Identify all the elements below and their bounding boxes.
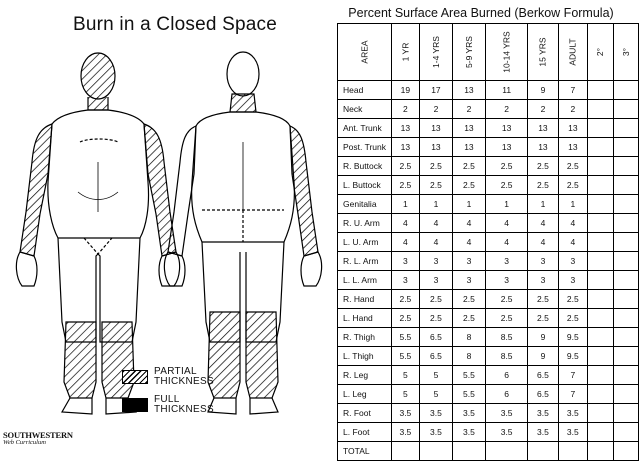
column-header (613, 24, 638, 81)
value-cell: 3 (528, 271, 558, 290)
degree-entry-cell[interactable] (613, 138, 638, 157)
degree-entry-cell[interactable] (613, 157, 638, 176)
value-cell: 4 (391, 233, 419, 252)
table-row (338, 233, 639, 252)
value-cell: 7 (558, 81, 588, 100)
area-cell: Neck (338, 100, 392, 119)
degree-entry-cell[interactable] (588, 81, 613, 100)
value-cell: 4 (485, 214, 527, 233)
value-cell: 4 (558, 214, 588, 233)
table-row (338, 423, 639, 442)
value-cell: 8 (452, 328, 485, 347)
column-header (485, 24, 527, 81)
value-cell: 1 (452, 195, 485, 214)
column-header (419, 24, 452, 81)
column-header (391, 24, 419, 81)
value-cell: 8.5 (485, 328, 527, 347)
degree-entry-cell[interactable] (613, 366, 638, 385)
value-cell: 2.5 (391, 176, 419, 195)
degree-entry-cell[interactable] (613, 81, 638, 100)
table-row (338, 328, 639, 347)
degree-entry-cell[interactable] (588, 271, 613, 290)
value-cell: 3 (485, 252, 527, 271)
legend-partial-thickness (122, 366, 214, 388)
value-cell: 3 (452, 252, 485, 271)
table-row (338, 119, 639, 138)
degree-entry-cell[interactable] (613, 442, 638, 461)
value-cell: 13 (391, 138, 419, 157)
degree-entry-cell[interactable] (613, 290, 638, 309)
value-cell: 1 (528, 195, 558, 214)
area-cell: R. L. Arm (338, 252, 392, 271)
value-cell: 5 (391, 366, 419, 385)
table-row (338, 347, 639, 366)
value-cell: 3.5 (419, 404, 452, 423)
degree-entry-cell[interactable] (613, 176, 638, 195)
degree-entry-cell[interactable] (588, 195, 613, 214)
value-cell: 6 (485, 385, 527, 404)
value-cell: 5.5 (452, 366, 485, 385)
value-cell: 2.5 (419, 176, 452, 195)
value-cell: 6.5 (528, 385, 558, 404)
value-cell: 6.5 (419, 328, 452, 347)
table-title: Percent Surface Area Burned (Berkow Formula) (348, 6, 614, 20)
area-cell: L. Thigh (338, 347, 392, 366)
value-cell: 3.5 (528, 423, 558, 442)
area-cell: Ant. Trunk (338, 119, 392, 138)
value-cell: 3 (419, 252, 452, 271)
value-cell: 2 (452, 100, 485, 119)
value-cell: 13 (452, 138, 485, 157)
table-row (338, 366, 639, 385)
degree-entry-cell[interactable] (588, 252, 613, 271)
value-cell: 3.5 (558, 423, 588, 442)
table-row (338, 309, 639, 328)
value-cell: 13 (528, 138, 558, 157)
degree-entry-cell[interactable] (613, 347, 638, 366)
value-cell: 2.5 (558, 157, 588, 176)
table-header-row (338, 24, 639, 81)
value-cell: 5 (419, 385, 452, 404)
legend-full-line1: FULL (154, 394, 180, 405)
value-cell: 2.5 (528, 157, 558, 176)
value-cell: 7 (558, 385, 588, 404)
value-cell: 13 (485, 138, 527, 157)
value-cell: 2 (419, 100, 452, 119)
value-cell: 5 (419, 366, 452, 385)
area-cell: L. U. Arm (338, 233, 392, 252)
value-cell: 4 (391, 214, 419, 233)
value-cell: 2.5 (485, 309, 527, 328)
degree-entry-cell[interactable] (613, 328, 638, 347)
area-cell: R. Foot (338, 404, 392, 423)
legend-full-line2: THICKNESS (154, 404, 214, 415)
value-cell: 9 (528, 347, 558, 366)
degree-entry-cell[interactable] (588, 423, 613, 442)
value-cell: 3.5 (528, 404, 558, 423)
degree-entry-cell[interactable] (613, 214, 638, 233)
area-cell: Post. Trunk (338, 138, 392, 157)
column-header-label: 2° (595, 47, 606, 57)
column-header-label: AREA (359, 40, 370, 64)
logo-line1: SOUTHWESTERN (3, 430, 73, 440)
value-cell: 3.5 (452, 404, 485, 423)
table-row (338, 214, 639, 233)
value-cell: 3 (419, 271, 452, 290)
column-header (588, 24, 613, 81)
value-cell: 8.5 (485, 347, 527, 366)
table-row (338, 100, 639, 119)
value-cell: 13 (419, 138, 452, 157)
table-row (338, 81, 639, 100)
degree-entry-cell[interactable] (613, 233, 638, 252)
legend-full-thickness (122, 394, 214, 416)
value-cell: 7 (558, 366, 588, 385)
column-header-label: 1 YR (400, 42, 411, 62)
value-cell: 3 (485, 271, 527, 290)
value-cell: 2 (485, 100, 527, 119)
degree-entry-cell[interactable] (588, 233, 613, 252)
page-title: Burn in a Closed Space (72, 14, 278, 35)
degree-entry-cell[interactable] (613, 385, 638, 404)
value-cell: 8 (452, 347, 485, 366)
full-thickness-swatch (122, 398, 148, 412)
value-cell: 4 (528, 233, 558, 252)
value-cell: 2.5 (452, 176, 485, 195)
degree-entry-cell[interactable] (613, 423, 638, 442)
column-header-label: ADULT (567, 38, 578, 66)
value-cell: 2.5 (485, 290, 527, 309)
value-cell: 2.5 (485, 176, 527, 195)
degree-entry-cell[interactable] (613, 252, 638, 271)
value-cell: 2.5 (452, 290, 485, 309)
table-row (338, 404, 639, 423)
area-cell: R. Hand (338, 290, 392, 309)
value-cell: 17 (419, 81, 452, 100)
value-cell: 2.5 (528, 176, 558, 195)
table-row (338, 157, 639, 176)
table-row (338, 176, 639, 195)
legend-partial-line2: THICKNESS (154, 376, 214, 387)
value-cell: 2.5 (419, 309, 452, 328)
value-cell: 13 (485, 119, 527, 138)
value-cell: 13 (419, 119, 452, 138)
southwestern-logo (3, 431, 73, 447)
value-cell: 3.5 (485, 423, 527, 442)
value-cell: 2.5 (391, 157, 419, 176)
value-cell: 13 (558, 138, 588, 157)
value-cell (558, 442, 588, 461)
table-row (338, 385, 639, 404)
column-header-label: 1-4 YRS (430, 36, 441, 68)
value-cell: 2.5 (558, 176, 588, 195)
value-cell: 3.5 (419, 423, 452, 442)
degree-entry-cell[interactable] (588, 157, 613, 176)
table-row (338, 138, 639, 157)
value-cell: 5.5 (391, 328, 419, 347)
column-header-label: 10-14 YRS (501, 31, 512, 73)
value-cell: 6.5 (419, 347, 452, 366)
value-cell: 9 (528, 328, 558, 347)
value-cell: 2.5 (558, 309, 588, 328)
column-header (338, 24, 392, 81)
area-cell: R. Thigh (338, 328, 392, 347)
value-cell: 2.5 (391, 290, 419, 309)
degree-entry-cell[interactable] (588, 442, 613, 461)
logo-line2: Web Curriculum (3, 439, 46, 446)
value-cell (485, 442, 527, 461)
area-cell: L. Hand (338, 309, 392, 328)
area-cell: L. Leg (338, 385, 392, 404)
value-cell: 6.5 (528, 366, 558, 385)
value-cell: 1 (485, 195, 527, 214)
table-body (338, 81, 639, 461)
degree-entry-cell[interactable] (588, 385, 613, 404)
value-cell: 2.5 (558, 290, 588, 309)
back-figure (164, 52, 321, 414)
value-cell: 4 (419, 233, 452, 252)
degree-entry-cell[interactable] (588, 404, 613, 423)
value-cell: 1 (391, 195, 419, 214)
value-cell: 3.5 (485, 404, 527, 423)
area-cell: R. U. Arm (338, 214, 392, 233)
value-cell: 5.5 (391, 347, 419, 366)
degree-entry-cell[interactable] (588, 328, 613, 347)
value-cell: 2 (528, 100, 558, 119)
front-figure (16, 53, 179, 414)
area-cell: Genitalia (338, 195, 392, 214)
value-cell: 13 (528, 119, 558, 138)
value-cell (391, 442, 419, 461)
value-cell: 3 (452, 271, 485, 290)
value-cell: 5.5 (452, 385, 485, 404)
area-cell: R. Buttock (338, 157, 392, 176)
value-cell: 9 (528, 81, 558, 100)
degree-entry-cell[interactable] (613, 195, 638, 214)
degree-entry-cell[interactable] (588, 119, 613, 138)
degree-entry-cell[interactable] (588, 214, 613, 233)
value-cell: 13 (558, 119, 588, 138)
area-cell: TOTAL (338, 442, 392, 461)
value-cell: 3 (391, 252, 419, 271)
degree-entry-cell[interactable] (613, 404, 638, 423)
value-cell: 2 (558, 100, 588, 119)
value-cell: 19 (391, 81, 419, 100)
value-cell: 13 (452, 81, 485, 100)
partial-thickness-swatch (122, 370, 148, 384)
value-cell: 4 (528, 214, 558, 233)
value-cell: 2.5 (452, 309, 485, 328)
value-cell: 3.5 (452, 423, 485, 442)
value-cell: 3 (391, 271, 419, 290)
degree-entry-cell[interactable] (588, 100, 613, 119)
burn-area-table (337, 23, 639, 461)
degree-entry-cell[interactable] (588, 347, 613, 366)
area-cell: L. Buttock (338, 176, 392, 195)
degree-entry-cell[interactable] (613, 100, 638, 119)
value-cell: 4 (558, 233, 588, 252)
value-cell: 2.5 (485, 157, 527, 176)
column-header-label: 5-9 YRS (463, 36, 474, 68)
legend (122, 366, 214, 422)
value-cell: 13 (452, 119, 485, 138)
value-cell: 6 (485, 366, 527, 385)
value-cell: 9.5 (558, 328, 588, 347)
value-cell: 2.5 (452, 157, 485, 176)
degree-entry-cell[interactable] (588, 290, 613, 309)
value-cell: 4 (452, 233, 485, 252)
table-row (338, 271, 639, 290)
degree-entry-cell[interactable] (613, 309, 638, 328)
value-cell: 3 (558, 271, 588, 290)
value-cell: 2.5 (391, 309, 419, 328)
value-cell: 2.5 (419, 157, 452, 176)
value-cell: 2.5 (419, 290, 452, 309)
degree-entry-cell[interactable] (613, 119, 638, 138)
value-cell: 5 (391, 385, 419, 404)
value-cell: 9.5 (558, 347, 588, 366)
column-header (528, 24, 558, 81)
area-cell: R. Leg (338, 366, 392, 385)
value-cell: 4 (419, 214, 452, 233)
degree-entry-cell[interactable] (613, 271, 638, 290)
value-cell: 11 (485, 81, 527, 100)
table-row (338, 252, 639, 271)
value-cell: 3 (558, 252, 588, 271)
column-header-label: 3° (620, 47, 631, 57)
degree-entry-cell[interactable] (588, 366, 613, 385)
column-header-label: 15 YRS (537, 37, 548, 67)
legend-partial-line1: PARTIAL (154, 366, 197, 377)
value-cell (452, 442, 485, 461)
table-row (338, 290, 639, 309)
column-header (452, 24, 485, 81)
table-row (338, 195, 639, 214)
value-cell: 3 (528, 252, 558, 271)
value-cell (419, 442, 452, 461)
area-cell: Head (338, 81, 392, 100)
degree-entry-cell[interactable] (588, 176, 613, 195)
value-cell: 1 (558, 195, 588, 214)
value-cell: 2 (391, 100, 419, 119)
table-row (338, 442, 639, 461)
value-cell: 2.5 (528, 290, 558, 309)
value-cell: 13 (391, 119, 419, 138)
value-cell: 3.5 (391, 404, 419, 423)
area-cell: L. L. Arm (338, 271, 392, 290)
value-cell: 1 (419, 195, 452, 214)
value-cell: 3.5 (391, 423, 419, 442)
value-cell: 4 (485, 233, 527, 252)
value-cell: 3.5 (558, 404, 588, 423)
area-cell: L. Foot (338, 423, 392, 442)
value-cell (528, 442, 558, 461)
value-cell: 2.5 (528, 309, 558, 328)
degree-entry-cell[interactable] (588, 138, 613, 157)
degree-entry-cell[interactable] (588, 309, 613, 328)
value-cell: 4 (452, 214, 485, 233)
column-header (558, 24, 588, 81)
